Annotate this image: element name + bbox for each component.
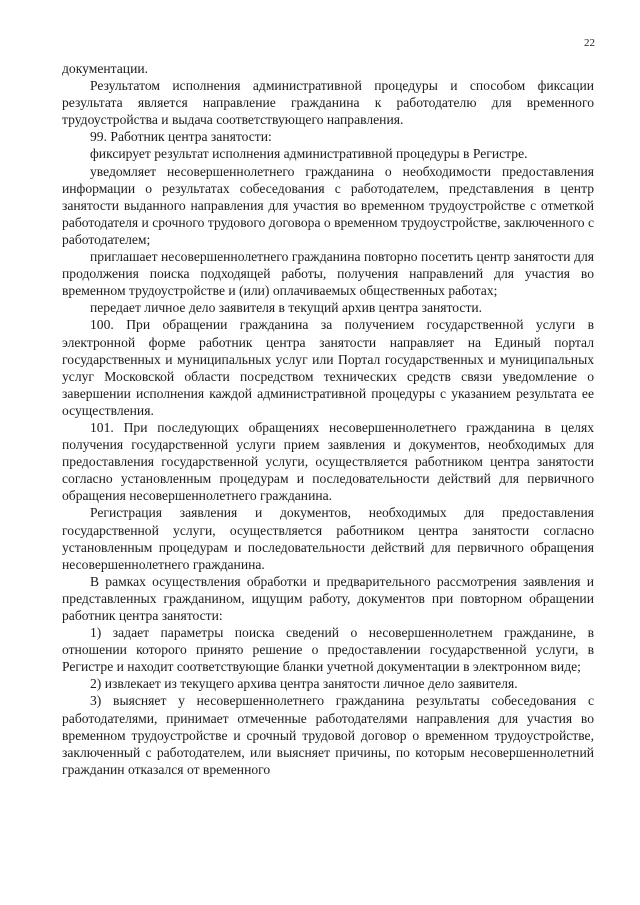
paragraph-101: 101. При последующих обращениях несовершеннолетнего гражданина в целях получения государственной услуги прием заявления и документов, необходимых для предоставления государственной услуги, осуществляется работником центра занятости согласно установленным процедурам и последовательности действий для первичного обращения несовершеннолетнего гражданина. [62, 419, 594, 504]
paragraph-99-archive: передает личное дело заявителя в текущий архив центра занятости. [90, 300, 483, 316]
paragraph-processing: В рамках осуществления обработки и предварительного рассмотрения заявления и представленных гражданином, ищущим работу, документов при повторном обращении работник центра занятости: [62, 573, 594, 623]
page-number: 22 [584, 37, 595, 49]
paragraph-result: Результатом исполнения административной процедуры и способом фиксации результата является направление гражданина к работодателю для временного трудоустройства и выдача соответствующего направления. [62, 78, 594, 128]
list-item-3: 3) выясняет у несовершеннолетнего гражданина результаты собеседования с работодателями, принимает отмеченные работодателями направления для участия во временном трудоустройстве и срочный трудовой договор о временном трудоустройстве, заключенный с работодателем, или выясняет причины, по которым несовершеннолетний гражданин отказался от временного [62, 693, 594, 777]
paragraph-99-heading: 99. Работник центра занятости: [90, 129, 272, 145]
paragraph-99-notify: уведомляет несовершеннолетнего гражданина о необходимости предоставления информации о результатах собеседования с работодателем, представления в центр занятости выданного направления для участия во временном трудоустройстве с отметкой работодателя и срочного трудового договора о временном трудоустройстве, заключенного с работодателем; [62, 163, 594, 247]
paragraph-100: 100. При обращении гражданина за получением государственной услуги в электронной форме работник центра занятости направляет на Единый портал государственных и муниципальных услуг или Портал государственных и муниципальных услуг Московской области посредством технических средств связи уведомление о завершении исполнения каждой административной процедуры с указанием результата ее осуществления. [62, 317, 594, 418]
document-text [62, 60, 594, 778]
paragraph-99-invite: приглашает несовершеннолетнего гражданина повторно посетить центр занятости для продолжения поиска подходящей работы, получения направлений для участия во временном трудоустройстве и (или) оплачиваемых общественных работах; [62, 249, 594, 299]
list-item-2: 2) извлекает из текущего архива центра занятости личное дело заявителя. [90, 676, 518, 692]
list-item-1: 1) задает параметры поиска сведений о несовершеннолетнем гражданине, в отношении которого принято решение о предоставлении государственной услуги, в Регистре и находит соответствующие бланки учетной документации в электронном виде; [62, 625, 594, 675]
paragraph-registration: Регистрация заявления и документов, необходимых для предоставления государственной услуги, осуществляется работником центра занятости согласно установленным процедурам и последовательности действий для первичного обращения несовершеннолетнего гражданина. [62, 505, 594, 572]
paragraph-99-register: фиксирует результат исполнения административной процедуры в Регистре. [90, 146, 528, 162]
paragraph-continuation: документации. [62, 61, 149, 76]
